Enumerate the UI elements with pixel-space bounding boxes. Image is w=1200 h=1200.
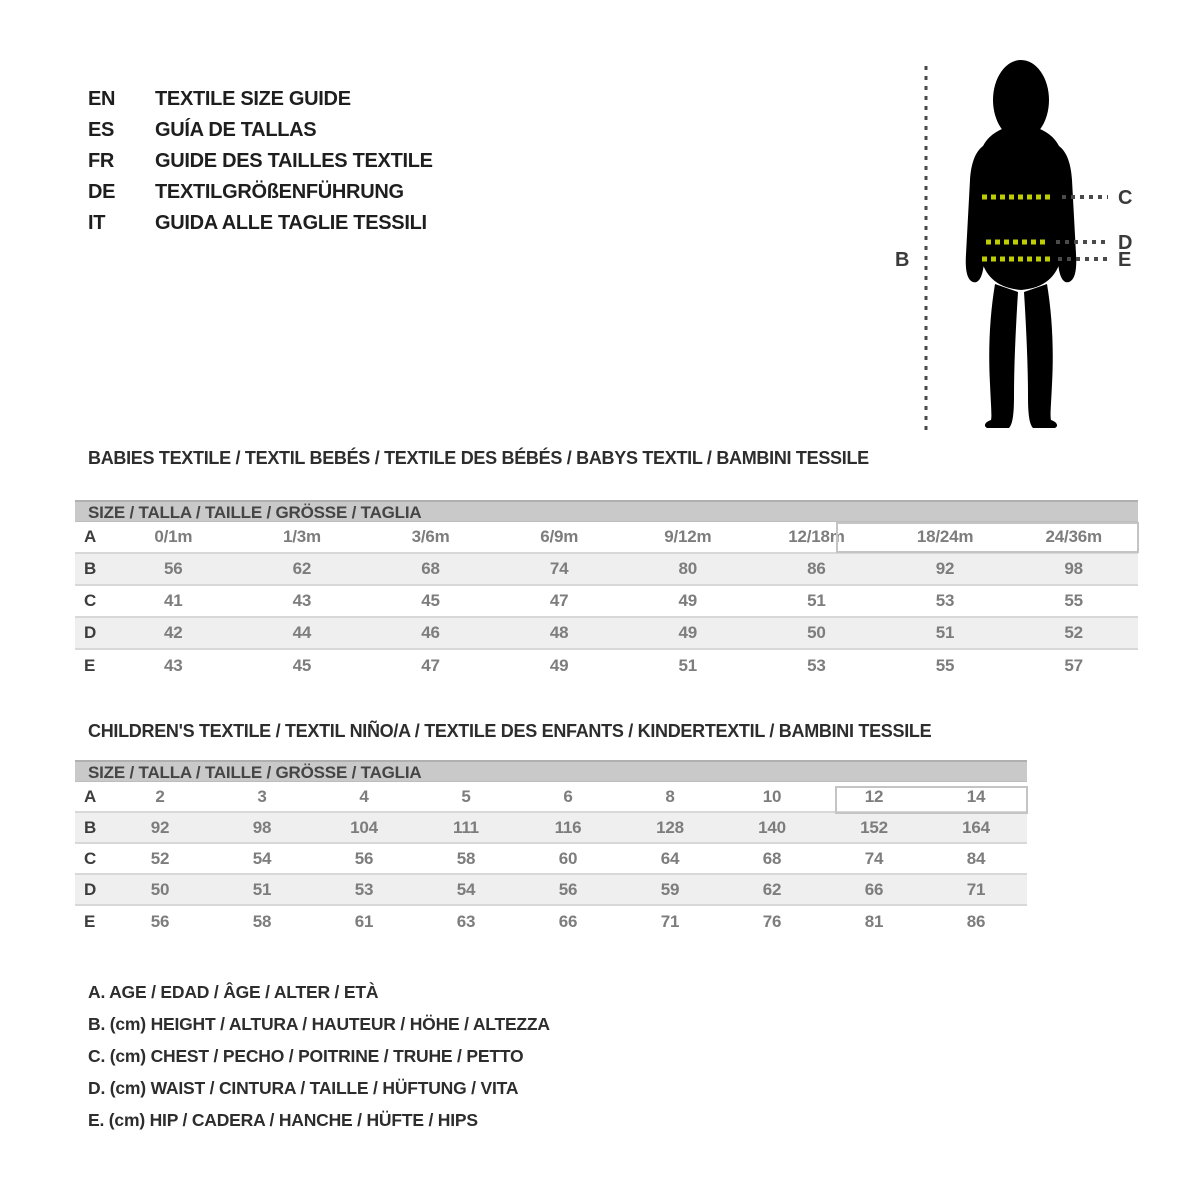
language-row-de (88, 177, 433, 208)
table-cell: 43 (164, 656, 183, 675)
legend-line-waist: D. (cm) WAIST / CINTURA / TAILLE / HÜFTUNG / VITA (88, 1078, 519, 1098)
table-cell: 1/3m (282, 527, 321, 546)
table-row-E (75, 906, 1027, 937)
figure-label-c: C (1118, 187, 1133, 209)
children-table-header: SIZE / TALLA / TAILLE / GRÖSSE / TAGLIA (75, 760, 1027, 782)
table-cell: 63 (456, 911, 476, 931)
table-cell: 24/36m (1045, 527, 1102, 546)
table-cell: 81 (864, 911, 884, 931)
table-cell: 74 (864, 848, 884, 868)
row-letter-label: B (84, 817, 97, 837)
table-cell: 14 (966, 786, 986, 806)
language-title: TEXTILGRÖßENFÜHRUNG (155, 181, 404, 203)
table-cell: 5 (461, 786, 471, 806)
table-cell: 45 (292, 656, 312, 675)
table-cell: 62 (292, 559, 312, 578)
language-row-es (88, 115, 433, 146)
table-cell: 66 (558, 911, 578, 931)
table-cell: 2 (155, 786, 165, 806)
language-code: IT (88, 212, 106, 234)
table-cell: 104 (350, 817, 378, 837)
table-cell: 111 (453, 817, 479, 837)
table-row-C (75, 586, 1138, 618)
table-cell: 49 (678, 623, 698, 642)
table-cell: 54 (252, 848, 272, 868)
row-letter-label: D (84, 623, 97, 642)
table-cell: 71 (660, 911, 680, 931)
row-letter-label: C (84, 591, 97, 610)
table-cell: 54 (456, 879, 476, 899)
table-cell: 4 (359, 786, 369, 806)
table-cell: 6/9m (540, 527, 579, 546)
table-cell: 56 (164, 559, 183, 578)
table-cell: 68 (421, 559, 440, 578)
table-cell: 51 (807, 591, 826, 610)
table-cell: 61 (354, 911, 374, 931)
table-cell: 53 (935, 591, 955, 610)
table-cell: 47 (549, 591, 569, 610)
table-cell: 42 (164, 623, 183, 642)
table-cell: 92 (150, 817, 170, 837)
babies-size-table (75, 500, 1138, 682)
table-cell: 50 (150, 879, 170, 899)
table-cell: 49 (678, 591, 698, 610)
table-cell: 43 (292, 591, 312, 610)
babies-table-header: SIZE / TALLA / TAILLE / GRÖSSE / TAGLIA (75, 500, 1138, 522)
table-row-C (75, 844, 1027, 875)
table-cell: 12/18m (788, 527, 845, 546)
table-row-B (75, 554, 1138, 586)
table-cell: 92 (935, 559, 955, 578)
child-silhouette-figure (885, 48, 1155, 443)
table-cell: 41 (164, 591, 183, 610)
table-cell: 74 (549, 559, 569, 578)
table-cell: 55 (1064, 591, 1083, 610)
language-row-fr (88, 146, 433, 177)
table-cell: 59 (660, 879, 680, 899)
table-cell: 128 (656, 817, 684, 837)
table-cell: 47 (421, 656, 440, 675)
row-letter-label: E (84, 911, 96, 931)
table-cell: 10 (762, 786, 782, 806)
figure-label-d: D (1118, 232, 1133, 254)
table-cell: 66 (864, 879, 884, 899)
table-cell: 44 (292, 623, 312, 642)
table-cell: 140 (758, 817, 786, 837)
row-letter-label: A (84, 527, 97, 546)
table-cell: 56 (558, 879, 578, 899)
measurement-legend (88, 976, 550, 1136)
table-row-E (75, 650, 1138, 682)
table-cell: 50 (807, 623, 826, 642)
table-cell: 0/1m (154, 527, 193, 546)
figure-label-e: E (1118, 249, 1132, 271)
table-cell: 68 (762, 848, 782, 868)
language-code: EN (88, 88, 116, 110)
legend-line-hip: E. (cm) HIP / CADERA / HANCHE / HÜFTE / HIPS (88, 1110, 478, 1130)
table-cell: 45 (421, 591, 440, 610)
language-row-it (88, 208, 433, 239)
legend-line-chest: C. (cm) CHEST / PECHO / POITRINE / TRUHE / PETTO (88, 1046, 524, 1066)
babies-table-body (75, 522, 1138, 682)
table-cell: 58 (252, 911, 272, 931)
language-code: DE (88, 181, 116, 203)
language-title: GUIDE DES TAILLES TEXTILE (155, 150, 433, 172)
table-cell: 164 (962, 817, 990, 837)
table-cell: 56 (150, 911, 170, 931)
table-cell: 51 (935, 623, 955, 642)
language-title: GUÍA DE TALLAS (155, 119, 317, 141)
row-letter-label: E (84, 656, 96, 675)
table-cell: 48 (549, 623, 569, 642)
table-cell: 64 (660, 848, 680, 868)
row-letter-label: A (84, 786, 97, 806)
table-cell: 3/6m (411, 527, 450, 546)
table-cell: 86 (807, 559, 826, 578)
table-cell: 49 (549, 656, 569, 675)
language-title: TEXTILE SIZE GUIDE (155, 88, 351, 110)
table-cell: 8 (665, 786, 675, 806)
row-letter-label: D (84, 879, 97, 899)
table-cell: 52 (1064, 623, 1083, 642)
figure-label-b: B (895, 249, 910, 271)
table-cell: 60 (558, 848, 578, 868)
language-row-en (88, 84, 433, 115)
table-cell: 51 (678, 656, 698, 675)
legend-line-age: A. AGE / EDAD / ÂGE / ALTER / ETÀ (88, 982, 379, 1002)
table-cell: 62 (762, 879, 782, 899)
table-cell: 152 (860, 817, 888, 837)
language-title: GUIDA ALLE TAGLIE TESSILI (155, 212, 427, 234)
table-cell: 18/24m (916, 527, 974, 546)
table-cell: 98 (252, 817, 272, 837)
table-cell: 84 (966, 848, 986, 868)
table-cell: 52 (150, 848, 170, 868)
table-cell: 86 (966, 911, 986, 931)
row-letter-label: C (84, 848, 97, 868)
table-cell: 46 (421, 623, 440, 642)
children-size-table (75, 760, 1027, 937)
table-cell: 58 (456, 848, 476, 868)
table-cell: 3 (257, 786, 267, 806)
table-cell: 55 (935, 656, 955, 675)
table-cell: 116 (554, 817, 582, 837)
language-title-list (88, 84, 433, 239)
children-section-title: CHILDREN'S TEXTILE / TEXTIL NIÑO/A / TEXTILE DES ENFANTS / KINDERTEXTIL / BAMBINI TESSILE (88, 721, 932, 741)
table-row-D (75, 618, 1138, 650)
table-cell: 12 (864, 786, 884, 806)
legend-line-height: B. (cm) HEIGHT / ALTURA / HAUTEUR / HÖHE / ALTEZZA (88, 1014, 550, 1034)
row-letter-label: B (84, 559, 97, 578)
table-cell: 51 (252, 879, 272, 899)
table-row-A (75, 522, 1138, 554)
language-code: FR (88, 150, 115, 172)
children-table-body (75, 782, 1027, 937)
table-cell: 98 (1064, 559, 1083, 578)
table-cell: 57 (1064, 656, 1083, 675)
babies-section-title: BABIES TEXTILE / TEXTIL BEBÉS / TEXTILE DES BÉBÉS / BABYS TEXTIL / BAMBINI TESSILE (88, 448, 869, 468)
table-cell: 6 (563, 786, 573, 806)
table-row-D (75, 875, 1027, 906)
table-cell: 80 (678, 559, 698, 578)
language-code: ES (88, 119, 115, 141)
table-cell: 71 (966, 879, 986, 899)
table-cell: 53 (807, 656, 826, 675)
table-cell: 76 (762, 911, 782, 931)
table-cell: 9/12m (664, 527, 712, 546)
table-row-B (75, 813, 1027, 844)
table-cell: 53 (354, 879, 374, 899)
table-cell: 56 (354, 848, 374, 868)
table-row-A (75, 782, 1027, 813)
